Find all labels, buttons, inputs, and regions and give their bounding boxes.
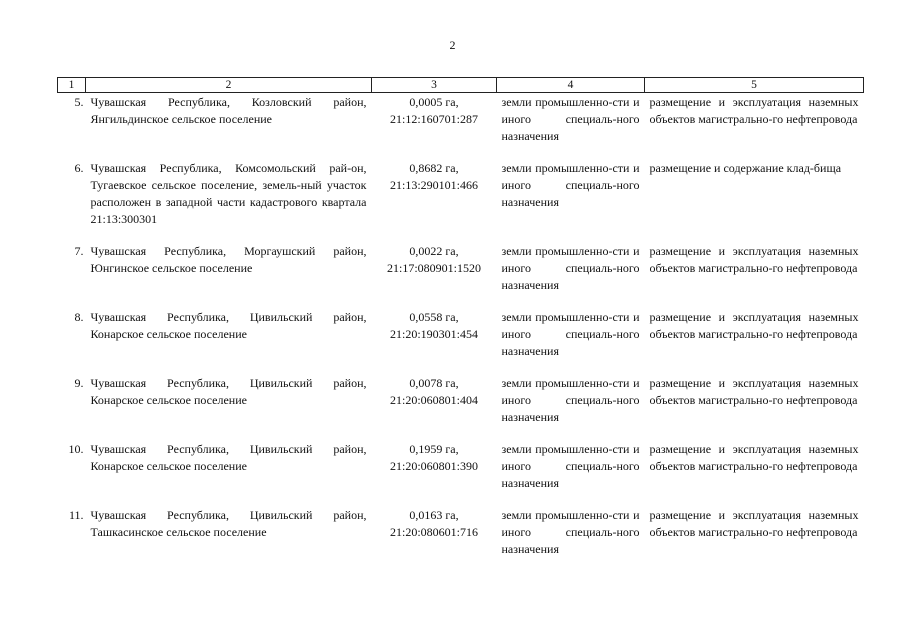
table-row <box>58 506 864 572</box>
column-header-5: 5 <box>645 78 864 93</box>
land-category-cell: земли промышленно-сти и иного специаль-ного назначения <box>501 441 640 490</box>
cadastral-number: 21:20:060801:390 <box>389 458 478 473</box>
cadastral-number: 21:13:290101:466 <box>389 177 478 192</box>
table-row <box>58 159 864 242</box>
area-value: 0,0558 га, <box>409 309 459 324</box>
cadastral-number: 21:20:190301:454 <box>389 326 478 341</box>
purpose-cell: размещение и содержание клад-бища <box>649 160 842 175</box>
land-category-cell: земли промышленно-сти и иного специаль-ного назначения <box>501 243 640 292</box>
cadastral-number: 21:12:160701:287 <box>389 112 478 126</box>
land-category-cell: земли промышленно-сти и иного специаль-ного назначения <box>501 160 640 209</box>
table-header-row <box>58 78 864 93</box>
location-cell: Чувашская Республика, Цивильский район, Конарское сельское поселение <box>90 441 367 473</box>
column-header-3: 3 <box>372 78 497 93</box>
row-number: 8. <box>74 309 84 324</box>
cadastral-number: 21:20:060801:404 <box>389 392 478 407</box>
area-value: 0,1959 га, <box>409 441 459 456</box>
cadastral-number: 21:20:080601:716 <box>389 524 478 539</box>
area-cell <box>372 93 497 159</box>
area-cell <box>372 374 497 440</box>
row-number: 9. <box>74 375 84 390</box>
purpose-cell: размещение и эксплуатация наземных объектов магистрально-го нефтепровода <box>649 309 859 341</box>
column-header-2: 2 <box>86 78 372 93</box>
table-row <box>58 440 864 506</box>
area-value: 0,0163 га, <box>409 507 459 522</box>
row-number: 6. <box>74 160 84 175</box>
location-cell: Чувашская Республика, Моргаушский район, Юнгинское сельское поселение <box>90 243 367 275</box>
cadastral-number: 21:17:080901:1520 <box>386 260 481 275</box>
row-number: 5. <box>74 95 84 109</box>
table-row <box>58 374 864 440</box>
purpose-cell: размещение и эксплуатация наземных объектов магистрально-го нефтепровода <box>649 243 859 275</box>
table-row <box>58 308 864 374</box>
purpose-cell: размещение и эксплуатация наземных объектов магистрально-го нефтепровода <box>649 507 859 539</box>
row-number: 7. <box>74 243 84 258</box>
area-cell <box>372 506 497 572</box>
area-value: 0,0078 га, <box>409 375 459 390</box>
location-cell: Чувашская Республика, Цивильский район, Конарское сельское поселение <box>90 309 367 341</box>
page-number: 2 <box>449 38 456 52</box>
area-cell <box>372 159 497 242</box>
table-row <box>58 242 864 308</box>
location-cell: Чувашская Республика, Цивильский район, Конарское сельское поселение <box>90 375 367 407</box>
land-category-cell: земли промышленно-сти и иного специаль-ного назначения <box>501 375 640 424</box>
location-cell: Чувашская Республика, Комсомольский рай-он, Тугаевское сельское поселение, земель-ный участок расположен в западной части кадастрового квартала 21:13:300301 <box>90 160 367 226</box>
purpose-cell: размещение и эксплуатация наземных объектов магистрально-го нефтепровода <box>649 95 859 126</box>
column-header-1: 1 <box>58 78 86 93</box>
area-value: 0,0005 га, <box>409 95 459 109</box>
location-cell: Чувашская Республика, Цивильский район, Ташкасинское сельское поселение <box>90 507 367 539</box>
area-cell <box>372 242 497 308</box>
land-category-cell: земли промышленно-сти и иного специаль-ного назначения <box>501 95 640 143</box>
area-value: 0,0022 га, <box>409 243 459 258</box>
land-plots-table <box>57 77 864 572</box>
land-category-cell: земли промышленно-сти и иного специаль-ного назначения <box>501 309 640 358</box>
area-cell <box>372 308 497 374</box>
purpose-cell: размещение и эксплуатация наземных объектов магистрально-го нефтепровода <box>649 441 859 473</box>
row-number: 11. <box>68 507 84 522</box>
column-header-4: 4 <box>497 78 645 93</box>
area-cell <box>372 440 497 506</box>
row-number: 10. <box>68 441 84 456</box>
location-cell: Чувашская Республика, Козловский район, Янгильдинское сельское поселение <box>90 95 367 126</box>
land-category-cell: земли промышленно-сти и иного специаль-ного назначения <box>501 507 640 556</box>
table-row <box>58 93 864 159</box>
purpose-cell: размещение и эксплуатация наземных объектов магистрально-го нефтепровода <box>649 375 859 407</box>
area-value: 0,8682 га, <box>409 160 459 175</box>
